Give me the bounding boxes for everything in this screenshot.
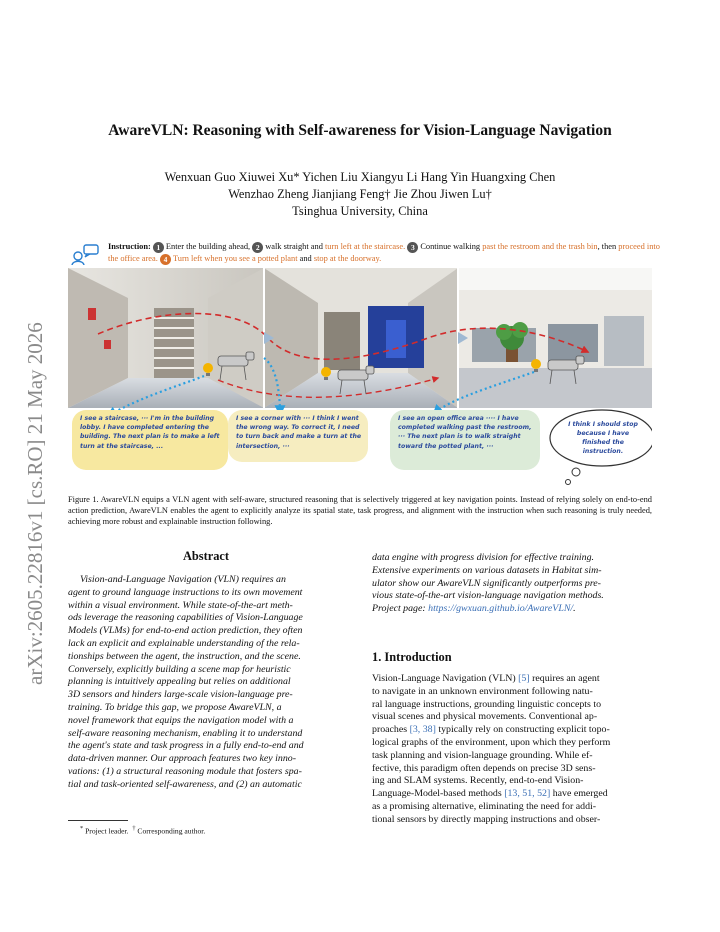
thought-bubble-1-text: I see a staircase, ··· I'm in the building lobby. I have completed entering the building. The next plan is to make a left turn at the staircase, ... [80, 415, 220, 450]
intro-line: logical graphs of the environment, upon which they perform [372, 736, 611, 748]
abstract-line: novel framework that equips the navigation model with a [68, 714, 294, 726]
intro-line [372, 788, 653, 801]
intro-line: tional sensors by directly mapping instructions and obser- [372, 813, 601, 825]
abstract-line: ods leverage the reasoning capabilities of Vision-Language [68, 612, 303, 624]
abstract-line: the agent's state and task progress in a fully end-to-end and [68, 740, 304, 752]
intro-line [372, 673, 653, 686]
abstract-line: data-driven manner. Our approach features two key inno- [68, 753, 296, 765]
abstract-line: training. To bridge this gap, we propose AwareVLN, a [68, 701, 282, 713]
abstract-line: lack an explicit and explainable understanding of the rela- [68, 637, 300, 649]
figure-1-illustration [68, 268, 652, 490]
abstract-line: tionships between the agent, the instruction, and the scene. [68, 650, 301, 662]
paper-title: AwareVLN: Reasoning with Self-awareness for Vision-Language Navigation [108, 122, 612, 139]
footnote-text-1: Project leader. [85, 826, 129, 836]
intro-text: have emerged [552, 788, 608, 800]
intro-line: fective, this paradigm often depends on precise 3D sens- [372, 762, 596, 774]
footnote-rule [68, 820, 128, 821]
abstract-line: ulator show our AwareVLN significantly outperforms pre- [372, 577, 601, 589]
project-page-period: . [573, 603, 576, 615]
abstract-line: self-aware reasoning mechanism, enabling it to understand [68, 727, 303, 739]
step-4-text: and [299, 254, 312, 263]
arxiv-side-stamp [14, 255, 54, 685]
scene-corridor-photo [264, 268, 458, 408]
step-3-highlight-b: and the trash bin [541, 242, 598, 251]
step-3-text: Continue walking [420, 242, 481, 251]
abstract-line: Vision-and-Language Navigation (VLN) requires an [80, 574, 286, 585]
step-2-highlight: turn left at the staircase. [324, 242, 406, 251]
abstract-heading: Abstract [182, 549, 230, 563]
figure-instruction [108, 241, 668, 265]
abstract-line: agent to ground language instructions to its own movement [68, 586, 303, 598]
citation-link[interactable]: [13, 51, 52] [504, 788, 551, 800]
thought-bubble-2-text: I see a corner with ··· I think I went the wrong way. To correct it, I need to turn back and make a turn at the intersection, ··· [236, 415, 362, 450]
step-4-highlight-a: Turn left when you see a potted plant [172, 254, 298, 263]
intro-line: visual scenes and physical movements. Conventional ap- [372, 711, 598, 723]
instruction-speech-icon [70, 243, 100, 265]
intro-text: typically rely on constructing explicit topo- [438, 724, 610, 736]
abstract-line: Conversely, explicitly building a scene map for heuristic [68, 663, 291, 675]
abstract-body-right [372, 552, 653, 616]
abstract-line: planning is intuitively appealing but relies on additional [68, 676, 291, 688]
step-4-highlight-b: stop at the doorway. [313, 254, 382, 263]
abstract-line: vations: (1) a structural reasoning module that fosters spa- [68, 765, 302, 777]
thought-bubble-4-text: I think I should stop because I have finished the instruction. [568, 421, 638, 455]
abstract-line: within a visual environment. While state-of-the-art meth- [68, 599, 293, 611]
thought-bubble-3-text: I see an open office area ···· I have completed walking past the restroom, ··· The next plan is to walk straight toward the potted plant, ··· [398, 415, 532, 450]
abstract-line: Models (VLMs) for end-to-end action prediction, they often [68, 625, 303, 637]
intro-text: Language-Model-based methods [372, 788, 502, 800]
intro-line: ral language instructions, grounding linguistic concepts to [372, 698, 602, 710]
footnote-text-2: Corresponding author. [137, 826, 206, 836]
project-page-line [372, 603, 653, 616]
step-2-text: walk straight and [265, 242, 323, 251]
authors-line-2: Wenzhao Zheng Jianjiang Feng† Jie Zhou Jiwen Lu† [228, 187, 492, 201]
intro-text: Vision-Language Navigation (VLN) [372, 673, 516, 684]
abstract-line: 3D sensors and hinders large-scale vision-language pre- [68, 689, 293, 701]
footnote-dagger: † [132, 825, 136, 832]
arxiv-id-text: arXiv:2605.22816v1 [cs.RO] 21 May 2026 [23, 322, 47, 685]
abstract-body-left [68, 574, 344, 792]
intro-line [372, 724, 653, 737]
intro-heading: 1. Introduction [372, 650, 452, 664]
authors-line-1: Wenxuan Guo Xiuwei Xu* Yichen Liu Xiangyu Li Hang Yin Huangxing Chen [164, 170, 556, 184]
step-3-highlight-c: proceed into the office area. [108, 242, 660, 263]
step-3-highlight-a: past the restroom [482, 242, 540, 251]
scene-lobby-photo [68, 268, 264, 408]
project-page-label: Project page: [372, 603, 426, 615]
footnote-star: * [80, 825, 84, 832]
step-2-badge: 2 [252, 242, 263, 253]
intro-text: proaches [372, 724, 408, 736]
intro-line: ing and SLAM systems. Recently, end-to-end Vision- [372, 775, 584, 787]
step-3-text-b: , then [597, 242, 617, 251]
intro-line: as a promising alternative, eliminating the need for addi- [372, 800, 597, 812]
figure-caption: Figure 1. AwareVLN equips a VLN agent with self-aware, structured reasoning that is selectively triggered at key navigation points. Instead of relying solely on end-to-end action prediction, AwareVLN enables the agent to explicitly analyze its spatial state, task progress, and alignment with the instruction when such reasoning is truly needed, achieving more robust and explainable instruction following. [68, 495, 652, 527]
abstract-line: Extensive experiments on various datasets in Habitat sim- [372, 564, 602, 576]
step-4-badge: 4 [160, 254, 171, 265]
scene-office-photo [458, 268, 652, 408]
step-1-text: Enter the building ahead, [165, 242, 251, 251]
instruction-label: Instruction: [108, 242, 151, 251]
abstract-line: tial and task-oriented self-awareness, and (2) an automatic [68, 778, 302, 790]
project-page-link[interactable]: https://gwxuan.github.io/AwareVLN/ [428, 603, 574, 615]
footnote [80, 825, 344, 836]
abstract-line: vious state-of-the-art vision-language navigation methods. [372, 590, 604, 602]
citation-link[interactable]: [5] [518, 673, 530, 684]
step-1-badge: 1 [153, 242, 164, 253]
abstract-line: data engine with progress division for effective training. [372, 552, 594, 563]
citation-link[interactable]: [3, 38] [409, 724, 436, 736]
intro-text: requires an agent [532, 673, 600, 684]
intro-line: to navigate in an unknown environment following natu- [372, 685, 593, 697]
intro-line: task planning and vision-language grounding. While ef- [372, 749, 593, 761]
step-3-badge: 3 [407, 242, 418, 253]
staircase-shape [154, 308, 194, 378]
intro-body [372, 673, 653, 827]
affiliation: Tsinghua University, China [292, 204, 428, 218]
